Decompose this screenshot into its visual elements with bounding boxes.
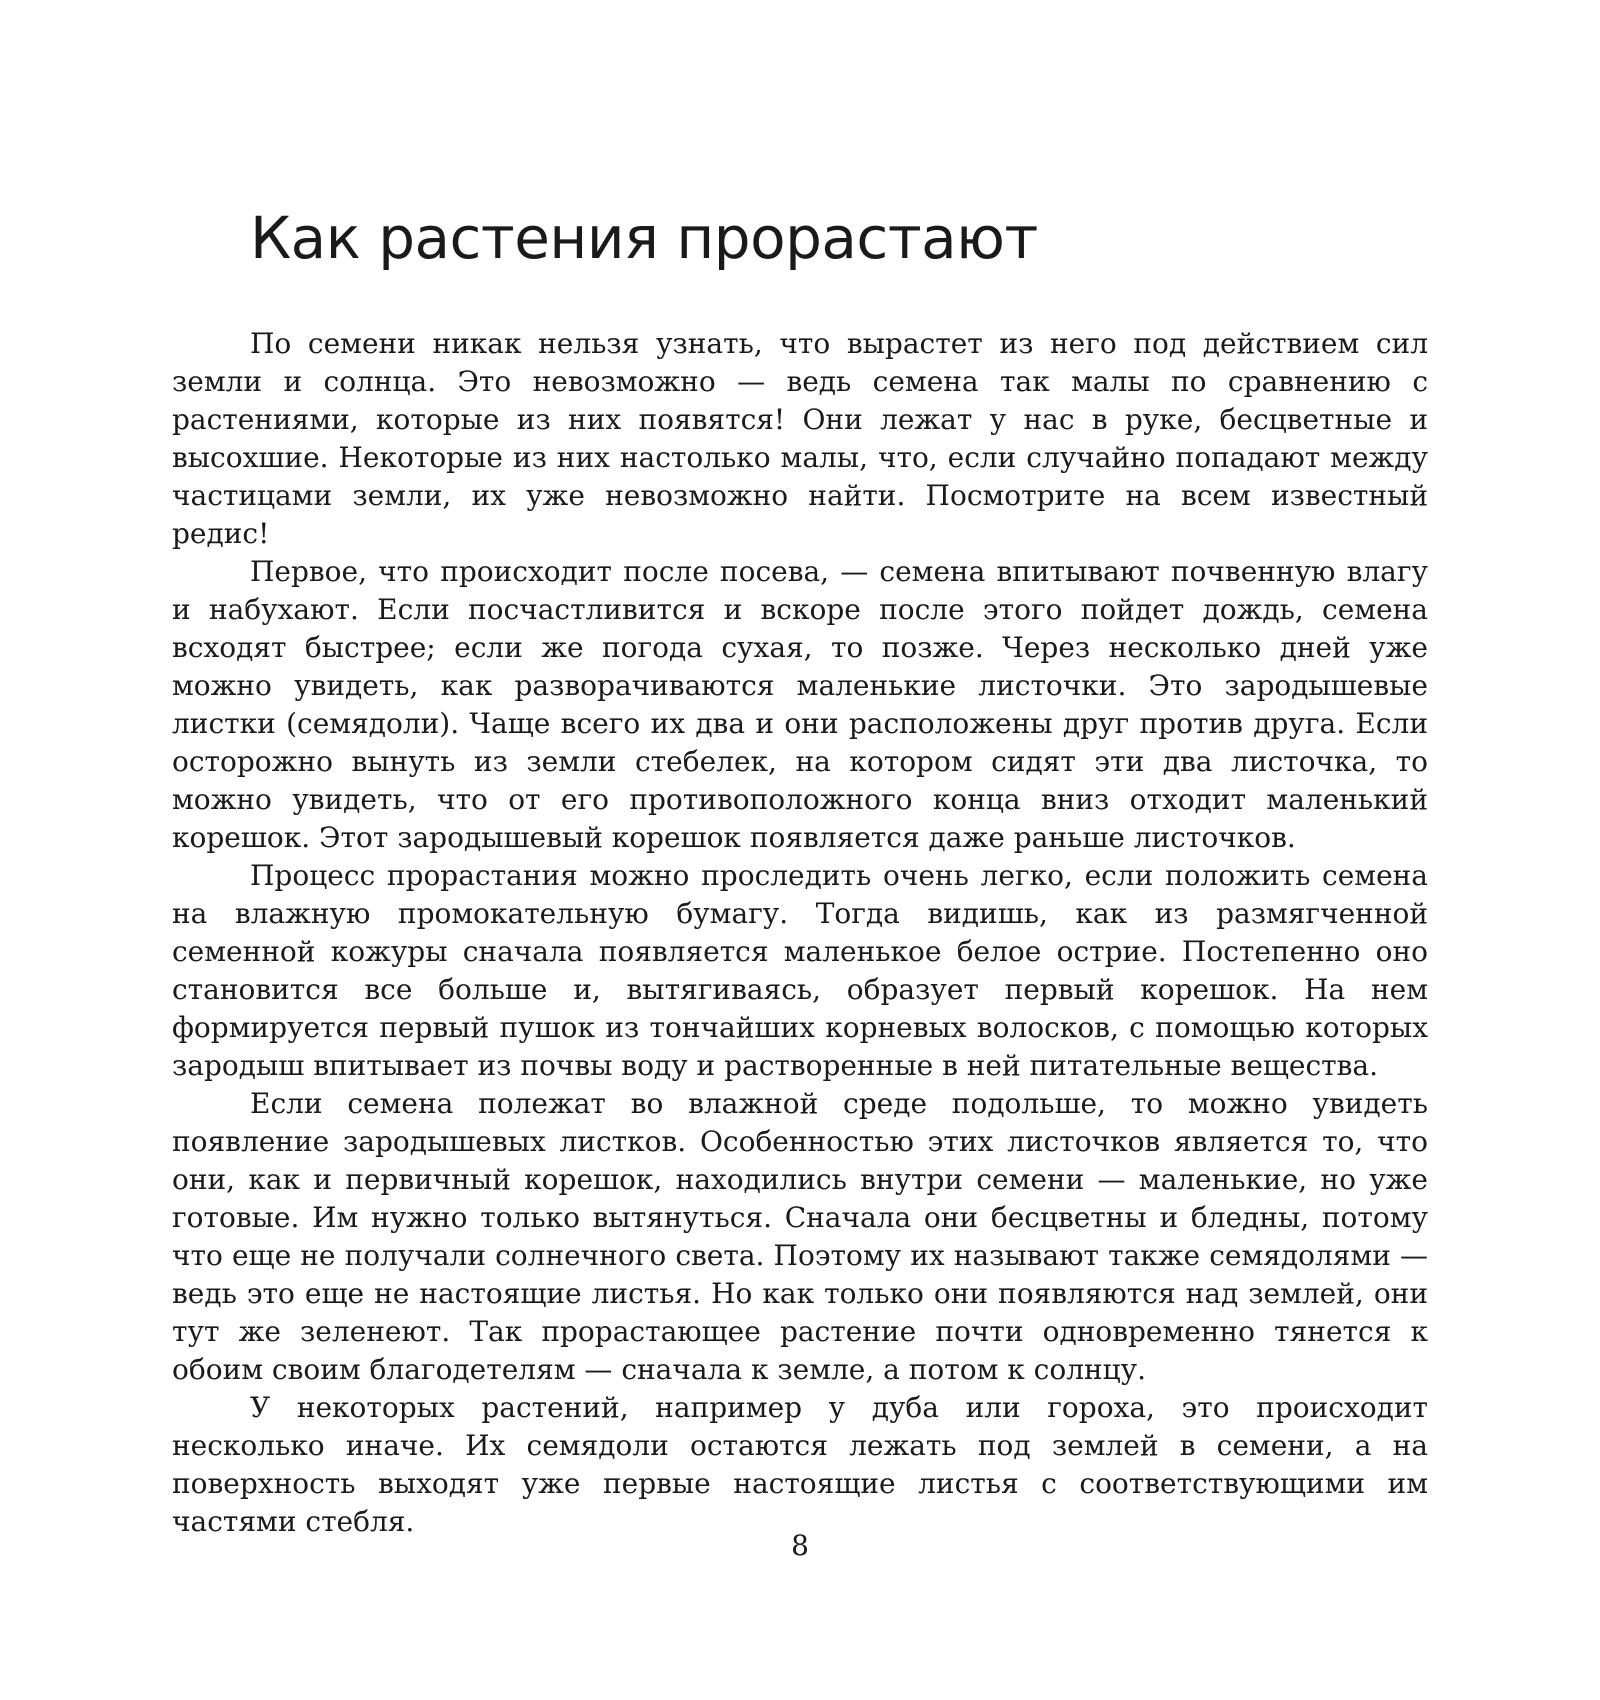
paragraph-1: По семени никак нельзя узнать, что вырастет из него под действием сил земли и солнца. Это невозможно — ведь семена так малы по сравнению с растениями, которые из них появятся! Они лежат у нас в руке, бесцветные и высохшие. Некоторые из них настолько малы, что, если случайно попадают между частицами земли, их уже невозможно найти. Посмотрите на всем известный редис! <box>172 327 1428 550</box>
paragraph-3: Процесс прорастания можно проследить очень легко, если положить семена на влажную промокательную бумагу. Тогда видишь, как из размягченной семенной кожуры сначала появляется маленькое белое острие. Постепенно оно становится все больше и, вытягиваясь, образует первый корешок. На нем формируется первый пушок из тончайших корневых волосков, с помощью которых зародыш впитывает из почвы воду и растворенные в ней питательные вещества. <box>172 859 1428 1082</box>
page-title: Как растения прорастают <box>250 204 1038 272</box>
paragraph-5: У некоторых растений, например у дуба или гороха, это происходит несколько иначе. Их семядоли остаются лежать под землей в семени, а на поверхность выходят уже первые настоящие листья с соответствующими им частями стебля. <box>172 1391 1428 1538</box>
page-number: 8 <box>791 1529 809 1562</box>
paragraph-2: Первое, что происходит после посева, — семена впитывают почвенную влагу и набухают. Если посчастливится и вскоре после этого пойдет дождь, семена всходят быстрее; если же погода сухая, то позже. Через несколько дней уже можно увидеть, как разворачиваются маленькие листочки. Это зародышевые листки (семядоли). Чаще всего их два и они расположены друг против друга. Если осторожно вынуть из земли стебелек, на котором сидят эти два листочка, то можно увидеть, что от его противоположного конца вниз отходит маленький корешок. Этот зародышевый корешок появляется даже раньше листочков. <box>172 555 1428 854</box>
paragraph-4: Если семена полежат во влажной среде подольше, то можно увидеть появление зародышевых листков. Особенностью этих листочков является то, что они, как и первичный корешок, находились внутри семени — маленькие, но уже готовые. Им нужно только вытянуться. Сначала они бесцветны и бледны, потому что еще не получали солнечного света. Поэтому их называют также семядолями — ведь это еще не настоящие листья. Но как только они появляются над землей, они тут же зеленеют. Так прорастающее растение почти одновременно тянется к обоим своим благодетелям — сначала к земле, а потом к солнцу. <box>172 1087 1428 1386</box>
body-text <box>172 325 1428 1541</box>
